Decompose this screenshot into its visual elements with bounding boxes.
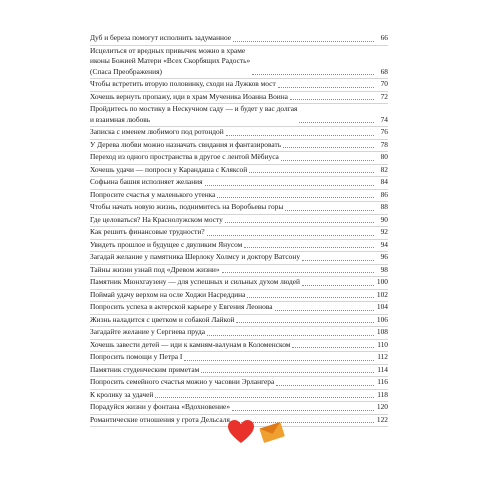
toc-entry[interactable] xyxy=(90,240,388,253)
toc-page-number: 66 xyxy=(380,33,388,42)
toc-entry[interactable] xyxy=(90,352,388,365)
toc-leader-dots xyxy=(252,74,374,75)
toc-leader-dots xyxy=(207,235,374,236)
toc-entry-title-line: Увидеть прошлое и будущее с двуликим Янусом xyxy=(90,239,243,249)
toc-entry-title-line: и взаимная любовь xyxy=(90,114,151,124)
toc-entry-title xyxy=(90,127,224,138)
toc-entry-title xyxy=(90,315,234,326)
toc-page-number: 74 xyxy=(380,114,388,124)
toc-entry[interactable] xyxy=(90,104,388,127)
toc-entry-title-line: Порадуйся жизни у фонтана «Вдохновение» xyxy=(90,402,231,411)
toc-entry-title-line: Где целоваться? На Краснолужском мосту xyxy=(90,214,223,224)
toc-leader-dots xyxy=(299,122,374,123)
toc-entry[interactable] xyxy=(90,302,388,315)
toc-page-number: 118 xyxy=(377,389,388,399)
toc-page-number: 102 xyxy=(376,289,388,299)
toc-leader-dots xyxy=(276,385,374,386)
toc-entry-title-line: Записка с именем любимого под ротондой xyxy=(90,127,224,136)
toc-entry[interactable] xyxy=(90,46,388,80)
toc-entry-title-line: Переход из одного пространства в другое с лентой Мёбиуса xyxy=(90,152,279,161)
toc-entry-title-line: Исцелиться от вредных привычек можно в храме xyxy=(90,45,246,55)
toc-entry-title xyxy=(90,227,205,238)
toc-entry-title-line: Чтобы встретить вторую половинку, сходи на Лужков мост xyxy=(90,79,276,88)
toc-leader-dots xyxy=(302,285,374,286)
toc-page-number: 106 xyxy=(376,314,388,324)
toc-entry-title xyxy=(90,390,153,401)
toc-entry-title xyxy=(90,92,288,103)
toc-page-number: 108 xyxy=(376,327,388,336)
toc-entry-title-line: Загадайте желание у Сергиева пруда xyxy=(90,327,206,336)
toc-entry[interactable] xyxy=(90,177,388,190)
toc-leader-dots xyxy=(283,147,374,148)
toc-entry[interactable] xyxy=(90,402,388,415)
toc-leader-dots xyxy=(232,410,374,411)
toc-entry[interactable] xyxy=(90,252,388,265)
toc-entry-title xyxy=(90,177,203,188)
toc-leader-dots xyxy=(281,160,374,161)
toc-entry-title-line: Пройдитесь по мостику в Нескучном саду — и будет у вас долгая xyxy=(90,104,298,113)
toc-leader-dots xyxy=(292,347,374,348)
toc-entry[interactable] xyxy=(90,277,388,290)
toc-leader-dots xyxy=(207,335,374,336)
toc-entry-title xyxy=(90,165,247,176)
toc-leader-dots xyxy=(155,397,374,398)
toc-entry-title-line: Попросите счастья у маленького утенка xyxy=(90,189,216,199)
table-of-contents xyxy=(90,33,388,427)
toc-entry-title xyxy=(90,402,230,413)
toc-leader-dots xyxy=(184,360,374,361)
toc-entry-title xyxy=(90,152,279,163)
toc-entry[interactable] xyxy=(90,190,388,203)
toc-entry-title xyxy=(90,352,182,363)
toc-leader-dots xyxy=(226,135,374,136)
toc-page-number: 96 xyxy=(380,252,388,261)
toc-entry-title xyxy=(90,340,290,351)
toc-entry[interactable] xyxy=(90,265,388,278)
toc-page-number: 72 xyxy=(380,91,388,101)
toc-entry[interactable] xyxy=(90,215,388,228)
toc-entry-title xyxy=(90,215,223,226)
toc-entry-title xyxy=(90,265,220,276)
toc-entry-title xyxy=(90,290,245,301)
toc-entry-title-line: Дуб и береза помогут исполнить задуманное xyxy=(90,33,232,42)
toc-page-number: 84 xyxy=(380,177,388,186)
toc-entry-title-line: Загадай желание у памятника Шерлоку Холмсу и доктору Ватсону xyxy=(90,252,301,261)
heart-icon xyxy=(228,420,254,444)
toc-page-number: 88 xyxy=(380,202,388,211)
toc-page-number: 122 xyxy=(376,414,388,424)
toc-entry-title xyxy=(90,327,205,338)
toc-entry-title-line: Памятник Мюнхгаузену — для успешных и сильных духом людей xyxy=(90,277,300,286)
footer-icons xyxy=(0,420,500,460)
toc-leader-dots xyxy=(285,210,374,211)
toc-leader-dots xyxy=(275,310,374,311)
toc-leader-dots xyxy=(249,172,374,173)
toc-entry-title-line: Как решить финансовые трудности? xyxy=(90,227,205,236)
toc-entry[interactable] xyxy=(90,327,388,340)
toc-leader-dots xyxy=(201,372,374,373)
toc-entry-title xyxy=(90,240,242,251)
toc-entry-title-line: иконы Божией Матери «Всех Скорбящих Радость» xyxy=(90,56,251,65)
toc-entry-title xyxy=(90,377,274,388)
toc-entry-title xyxy=(90,33,231,44)
toc-entry[interactable] xyxy=(90,202,388,215)
toc-entry[interactable] xyxy=(90,152,388,165)
toc-entry-title-line: (Спаса Преображения) xyxy=(90,66,162,76)
toc-entry[interactable] xyxy=(90,290,388,303)
toc-page-number: 94 xyxy=(380,239,388,249)
toc-page-number: 78 xyxy=(380,139,388,149)
toc-leader-dots xyxy=(233,41,374,42)
toc-entry[interactable] xyxy=(90,165,388,178)
toc-entry-title xyxy=(90,365,199,376)
envelope-icon xyxy=(259,420,285,444)
toc-entry-title-line: Поймай удачу верхом на осле Ходжи Насреддина xyxy=(90,289,246,299)
toc-page-number: 120 xyxy=(376,402,388,411)
toc-entry-title-line: Попросить семейного счастья можно у часовни Эрлангера xyxy=(90,377,275,386)
toc-entry-title-line: Хочешь завести детей — иди к камням-валунам в Коломенском xyxy=(90,339,291,349)
toc-entry[interactable] xyxy=(90,92,388,105)
toc-entry-title xyxy=(90,277,300,288)
toc-entry-title xyxy=(90,140,281,151)
toc-leader-dots xyxy=(244,247,374,248)
toc-entry-title-line: Романтические отношения у грота Дельсаля xyxy=(90,414,230,424)
toc-page-number: 80 xyxy=(380,152,388,161)
toc-entry[interactable] xyxy=(90,340,388,353)
toc-entry[interactable] xyxy=(90,227,388,240)
toc-page-number: 98 xyxy=(380,264,388,274)
toc-entry-title-line: Чтобы начать новую жизнь, поднимитесь на Воробьевы горы xyxy=(90,202,284,211)
toc-page-number: 70 xyxy=(380,79,388,88)
toc-entry-title xyxy=(90,79,276,90)
toc-entry-title xyxy=(90,190,215,201)
toc-entry-title xyxy=(90,252,300,263)
toc-page-number: 76 xyxy=(380,127,388,136)
toc-entry-title xyxy=(90,46,250,78)
toc-entry-title-line: Хочешь удачи — попроси у Карандаша с Кляксой xyxy=(90,164,248,174)
toc-page-number: 104 xyxy=(376,302,388,311)
toc-leader-dots xyxy=(222,272,374,273)
toc-entry[interactable] xyxy=(90,79,388,92)
toc-entry[interactable] xyxy=(90,377,388,390)
toc-entry-title-line: К кролику за удачей xyxy=(90,389,154,399)
toc-entry-title-line: Попросить успеха в актерской карьере у Евгения Леонова xyxy=(90,302,273,311)
toc-page-number: 114 xyxy=(377,364,388,374)
toc-entry[interactable] xyxy=(90,390,388,403)
toc-entry-title-line: Софьина башня исполняет желания xyxy=(90,177,203,186)
toc-page-number: 110 xyxy=(377,339,388,349)
toc-page-number: 100 xyxy=(376,277,388,286)
toc-leader-dots xyxy=(247,297,374,298)
toc-entry-title-line: Хочешь вернуть пропажу, иди в храм Мученика Иоанна Воина xyxy=(90,91,288,101)
toc-entry-title-line: У Дерева любви можно назначать свидания и фантазировать xyxy=(90,139,282,149)
toc-page-number: 92 xyxy=(380,227,388,236)
toc-leader-dots xyxy=(225,222,374,223)
toc-leader-dots xyxy=(278,87,374,88)
toc-leader-dots xyxy=(217,197,374,198)
toc-entry-title-line: Тайны жизни узнай под «Древом жизни» xyxy=(90,264,220,274)
toc-entry[interactable] xyxy=(90,315,388,328)
toc-entry-title-line: Попросить помощи у Петра I xyxy=(90,352,183,361)
toc-page-number: 68 xyxy=(380,66,388,76)
toc-page-number: 86 xyxy=(380,189,388,199)
toc-entry-title xyxy=(90,104,297,125)
toc-page-number: 90 xyxy=(380,214,388,224)
toc-entry[interactable] xyxy=(90,33,388,46)
toc-entry-title-line: Памятник студенческим приметам xyxy=(90,364,200,374)
toc-page-number: 112 xyxy=(377,352,388,361)
toc-entry[interactable] xyxy=(90,127,388,140)
toc-page-number: 116 xyxy=(377,377,388,386)
toc-entry-title xyxy=(90,302,273,313)
toc-leader-dots xyxy=(290,99,374,100)
toc-entry-title-line: Жизнь наладится с цветком и собакой Лайкой xyxy=(90,314,235,324)
toc-page-number: 82 xyxy=(380,164,388,174)
toc-entry[interactable] xyxy=(90,140,388,153)
toc-leader-dots xyxy=(236,322,374,323)
toc-leader-dots xyxy=(205,185,374,186)
toc-leader-dots xyxy=(302,260,374,261)
toc-entry[interactable] xyxy=(90,365,388,378)
toc-entry-title xyxy=(90,202,283,213)
